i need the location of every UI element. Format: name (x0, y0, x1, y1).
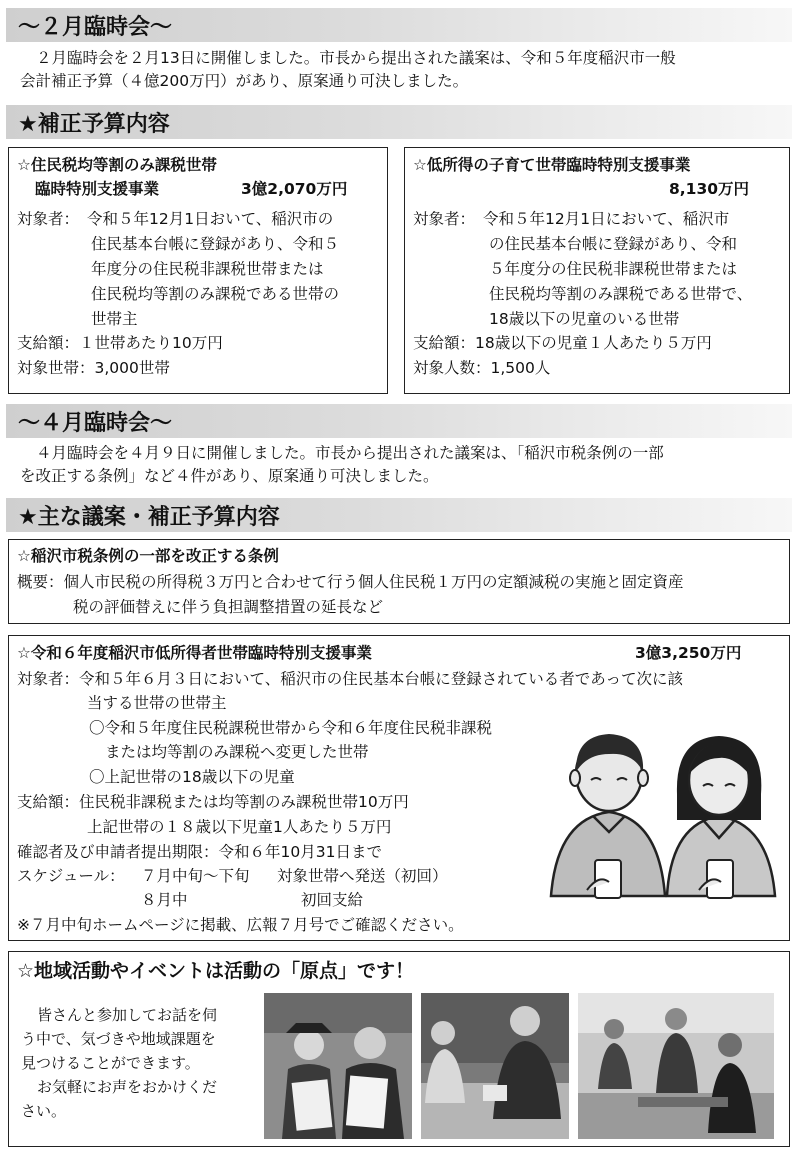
photo-event-greeting (264, 993, 412, 1139)
boxD-deadline: 確認者及び申請者提出期限：令和６年10月31日まで (17, 843, 382, 861)
boxA-title-1: ☆住民税均等割のみ課税世帯 (17, 156, 217, 174)
boxE-line-5: さい。 (21, 1102, 67, 1120)
main-heading: ★主な議案・補正予算内容 (18, 505, 280, 530)
boxA-target-1: 令和５年12月1日おいて、稲沢市の (87, 210, 334, 228)
people-with-phones-illustration (547, 724, 779, 906)
boxD-target-5: 〇上記世帯の18歳以下の児童 (89, 768, 295, 786)
boxB-target-5: 18歳以下の児童のいる世帯 (489, 310, 680, 328)
boxB-title: ☆低所得の子育て世帯臨時特別支援事業 (413, 156, 691, 174)
boxD-schedule-2-date: ８月中 (141, 891, 188, 909)
hosei-heading: ★補正予算内容 (18, 112, 170, 137)
boxA-target-5: 世帯主 (91, 310, 138, 328)
feb-line-2: 会計補正予算（４億200万円）があり、原案通り可決しました。 (20, 72, 469, 90)
boxE-line-3: 見つけることができます。 (21, 1054, 200, 1072)
photo-market-visit (421, 993, 569, 1139)
boxA-payment: 支給額：１世帯あたり10万円 (17, 334, 223, 352)
boxC-line-2: 税の評価替えに伴う負担調整措置の延長など (73, 598, 384, 616)
boxC-line-1: 概要：個人市民税の所得税３万円と合わせて行う個人住民税１万円の定額減税の実施と固定資産 (17, 573, 684, 591)
boxB-payment: 支給額：18歳以下の児童１人あたり５万円 (413, 334, 712, 352)
main-heading-band (6, 498, 792, 532)
apr-line-1: ４月臨時会を４月９日に開催しました。市長から提出された議案は、「稲沢市税条例の一部 (36, 444, 664, 462)
boxA-title-2: 臨時特別支援事業 (35, 180, 160, 198)
boxE-line-2: う中で、気づきや地域課題を (21, 1030, 216, 1048)
boxB-count: 対象人数：1,500人 (413, 359, 551, 377)
boxA-target-3: 年度分の住民税非課税世帯または (91, 260, 324, 278)
photo-community-meeting (578, 993, 774, 1139)
boxD-target-1: 対象者：令和５年６月３日において、稲沢市の住民基本台帳に登録されている者であって次に該 (17, 670, 684, 688)
box-teishotoku (8, 635, 790, 941)
boxD-target-3: 〇令和５年度住民税課税世帯から令和６年度住民税非課税 (89, 719, 493, 737)
apr-paragraph (20, 442, 780, 488)
feb-heading-band (6, 8, 792, 42)
boxA-target-2: 住民基本台帳に登録があり、令和５ (91, 235, 340, 253)
boxD-payment-1: 支給額：住民税非課税または均等割のみ課税世帯10万円 (17, 793, 409, 811)
boxE-line-4: お気軽にお声をおかけくだ (37, 1078, 218, 1096)
boxD-target-4: または均等割のみ課税へ変更した世帯 (105, 743, 369, 761)
boxB-target-label: 対象者： (413, 210, 476, 228)
boxD-schedule-label: スケジュール： (17, 867, 125, 885)
boxA-target-label: 対象者： (17, 210, 80, 228)
box-zeijourei (8, 539, 790, 624)
boxA-count: 対象世帯：3,000世帯 (17, 359, 170, 377)
box-kosodate (404, 147, 790, 394)
boxB-target-1: 令和５年12月1日において、稲沢市 (483, 210, 730, 228)
feb-heading: ～２月臨時会～ (18, 15, 173, 40)
boxB-target-2: の住民基本台帳に登録があり、令和 (489, 235, 738, 253)
box-kintouwari (8, 147, 388, 394)
boxE-title: ☆地域活動やイベントは活動の「原点」です！ (17, 960, 415, 982)
feb-paragraph (20, 47, 780, 93)
boxB-amount: 8,130万円 (669, 180, 750, 198)
boxA-amount: 3億2,070万円 (241, 180, 348, 198)
apr-line-2: を改正する条例」など４件があり、原案通り可決しました。 (20, 467, 439, 485)
boxB-target-3: ５年度分の住民税非課税世帯または (489, 260, 738, 278)
boxD-payment-2: 上記世帯の１８歳以下児童1人あたり５万円 (87, 818, 392, 836)
boxD-amount: 3億3,250万円 (635, 644, 742, 662)
boxD-title: ☆令和６年度稲沢市低所得者世帯臨時特別支援事業 (17, 644, 372, 662)
feb-line-1: ２月臨時会を２月13日に開催しました。市長から提出された議案は、令和５年度稲沢市一般 (36, 49, 676, 67)
boxB-target-4: 住民税均等割のみ課税である世帯で、 (489, 285, 753, 303)
apr-heading: ～４月臨時会～ (18, 411, 173, 436)
boxD-target-2: 当する世帯の世帯主 (87, 694, 227, 712)
boxC-title: ☆稲沢市税条例の一部を改正する条例 (17, 547, 279, 565)
boxD-schedule-1-event: 対象世帯へ発送（初回） (277, 867, 448, 885)
apr-heading-band (6, 404, 792, 438)
hosei-heading-band (6, 105, 792, 139)
boxD-schedule-1-date: ７月中旬～下旬 (141, 867, 250, 885)
boxE-line-1: 皆さんと参加してお話を伺 (37, 1006, 218, 1024)
boxD-note: ※７月中旬ホームページに掲載、広報７月号でご確認ください。 (17, 916, 464, 934)
boxD-schedule-2-event: 初回支給 (301, 891, 364, 909)
boxA-target-4: 住民税均等割のみ課税である世帯の (91, 285, 340, 303)
